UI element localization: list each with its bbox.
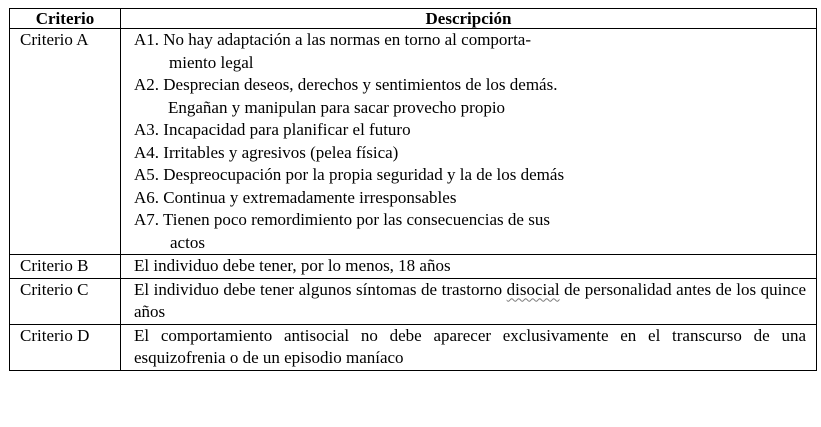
table-row-criterio-d	[10, 324, 817, 370]
table-row-criterio-c	[10, 278, 817, 324]
item-text: A6. Continua y extremadamente irresponsables	[134, 187, 457, 207]
item-text: A4. Irritables y agresivos (pelea física)	[134, 142, 399, 162]
item-text-continuation: miento legal	[169, 52, 254, 72]
item-text-continuation: Engañan y manipulan para sacar provecho propio	[168, 97, 506, 117]
criterio-d-description: El comportamiento antisocial no debe aparecer exclusivamente en el transcurso de una esquizofrenia o de un episodio maníaco	[121, 324, 817, 370]
criterio-label: Criterio A	[10, 29, 121, 255]
item-text: A7. Tienen poco remordimiento por las consecuencias de sus	[134, 210, 550, 229]
criterio-a-item-a4	[134, 142, 806, 165]
header-criterio: Criterio	[10, 9, 121, 29]
header-descripcion: Descripción	[121, 9, 817, 29]
criterio-label: Criterio C	[10, 278, 121, 324]
item-text: A2. Desprecian deseos, derechos y sentimientos de los demás.	[134, 75, 558, 94]
criterio-a-item-a7	[134, 209, 806, 254]
criterio-label: Criterio D	[10, 324, 121, 370]
criterio-a-item-a6	[134, 187, 806, 210]
criterio-a-item-a1	[134, 29, 806, 74]
criterio-b-description: El individuo debe tener, por lo menos, 18 años	[121, 255, 817, 279]
item-text: A1. No hay adaptación a las normas en torno al comporta-	[134, 30, 532, 49]
criterio-a-item-a2	[134, 74, 806, 119]
criterio-a-item-a3	[134, 119, 806, 142]
header-row	[10, 9, 817, 29]
description-text: El individuo debe tener algunos síntomas de trastorno	[134, 279, 507, 299]
criteria-table	[9, 8, 817, 371]
criterio-c-description	[121, 278, 817, 324]
table-row-criterio-a	[10, 29, 817, 255]
spellcheck-flagged-word: disocial	[506, 279, 560, 299]
item-text: A5. Despreocupación por la propia seguridad y la de los demás	[134, 165, 565, 184]
criterio-a-description	[121, 29, 817, 255]
criterio-a-item-a5	[134, 164, 806, 187]
item-text-continuation: actos	[170, 232, 205, 252]
description-text: de personalidad antes de los quince años	[134, 279, 806, 321]
item-text: A3. Incapacidad para planificar el futuro	[134, 120, 411, 139]
criterio-label: Criterio B	[10, 255, 121, 279]
table-row-criterio-b	[10, 255, 817, 279]
